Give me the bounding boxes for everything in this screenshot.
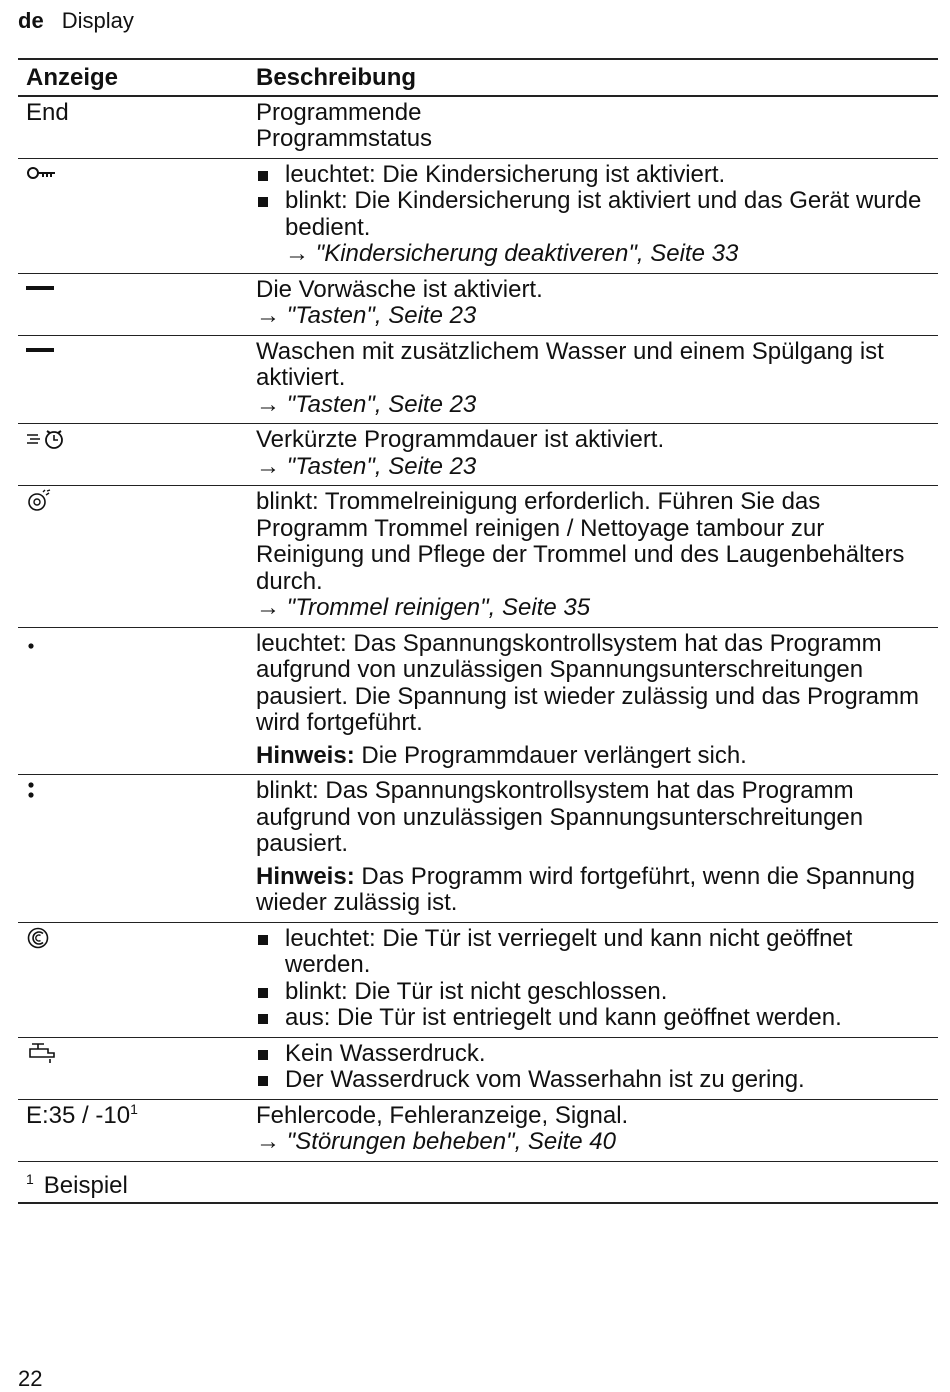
display-label <box>18 1099 248 1161</box>
footnote <box>18 1161 938 1203</box>
description-cell <box>248 96 938 159</box>
description-text: blinkt: Trommelreinigung erforderlich. Führen Sie das Programm Trommel reinigen / Nettoyage tambour zur Reinigung und Pflege der Trommel und des Laugenbehälters durch. <box>256 488 905 595</box>
footnote-text: Beispiel <box>43 1171 128 1199</box>
description-text: blinkt: Das Spannungskontrollsystem hat das Programm aufgrund von unzulässigen Spannungsunterschreitungen pausiert. <box>256 777 864 857</box>
description-cell <box>248 627 938 775</box>
bullet-item: Kein Wasserdruck. <box>256 1041 930 1068</box>
bullet-item: Der Wasserdruck vom Wasserhahn ist zu gering. <box>256 1067 930 1094</box>
drum-clean-icon <box>26 489 54 520</box>
bullet-item: leuchtet: Die Tür ist verriegelt und kann nicht geöffnet werden. <box>256 926 930 979</box>
display-table <box>18 58 938 1204</box>
bullet-item: blinkt: Die Kindersicherung ist aktiviert und das Gerät wurde bedient. <box>256 188 930 241</box>
bullet-item: leuchtet: Die Kindersicherung ist aktiviert. <box>256 162 930 189</box>
description-cell <box>248 922 938 1037</box>
bullet-item: blinkt: Die Tür ist nicht geschlossen. <box>256 979 930 1006</box>
description-cell <box>248 1099 938 1161</box>
description-cell <box>248 1037 938 1099</box>
bar-icon <box>26 339 56 366</box>
table-row <box>18 96 938 159</box>
display-label: End <box>18 96 248 159</box>
language-tag: de <box>18 8 44 33</box>
page-reference: → "Trommel reinigen", Seite 35 <box>256 594 590 621</box>
error-code-label: E:35 / -10 <box>26 1101 131 1129</box>
description-text: leuchtet: Das Spannungskontrollsystem hat das Programm aufgrund von unzulässigen Spannungsunterschreitungen pausiert. Die Spannung ist wieder zulässig und das Programm wird fortgeführt. <box>256 629 920 736</box>
page-reference: → "Tasten", Seite 23 <box>256 391 476 418</box>
description-line: Programmende <box>256 98 422 126</box>
table-row <box>18 1099 938 1161</box>
table-row <box>18 775 938 923</box>
table-row <box>18 273 938 335</box>
note-label: Hinweis: <box>256 862 355 890</box>
table-row <box>18 1037 938 1099</box>
column-header-beschreibung: Beschreibung <box>248 59 938 96</box>
table-row <box>18 627 938 775</box>
note <box>256 864 930 917</box>
table-row <box>18 922 938 1037</box>
note-label: Hinweis: <box>256 741 355 769</box>
page-reference: → "Tasten", Seite 23 <box>256 302 476 329</box>
page-reference: → "Kindersicherung deaktiveren", Seite 33 <box>285 240 738 267</box>
table-row <box>18 158 938 273</box>
table-row <box>18 335 938 424</box>
description-cell <box>248 158 938 273</box>
page-reference: → "Störungen beheben", Seite 40 <box>256 1128 616 1155</box>
description-text: Fehlercode, Fehleranzeige, Signal. <box>256 1101 629 1129</box>
page-number: 22 <box>18 1366 43 1391</box>
footnote-marker: 1 <box>130 1100 138 1117</box>
page-header <box>18 8 134 34</box>
description-cell <box>248 273 938 335</box>
tap-icon <box>26 1041 56 1072</box>
bar-icon <box>26 277 56 304</box>
description-cell <box>248 424 938 486</box>
column-header-anzeige: Anzeige <box>18 59 248 96</box>
description-text: Verkürzte Programmdauer ist aktiviert. <box>256 426 665 453</box>
bullet-item: aus: Die Tür ist entriegelt und kann geöffnet werden. <box>256 1005 930 1032</box>
note-text: Das Programm wird fortgeführt, wenn die Spannung wieder zulässig ist. <box>256 862 915 916</box>
description-line: Programmstatus <box>256 125 433 152</box>
footnote-row <box>18 1161 938 1203</box>
description-text: Waschen mit zusätzlichem Wasser und einem Spülgang ist aktiviert. <box>256 337 884 391</box>
description-cell <box>248 775 938 923</box>
key-icon <box>26 162 58 189</box>
table-row <box>18 486 938 628</box>
table-row <box>18 424 938 486</box>
dot-icon <box>26 631 38 662</box>
note <box>256 743 930 770</box>
description-cell <box>248 335 938 424</box>
footnote-number: 1 <box>26 1170 34 1187</box>
colon-icon <box>26 778 38 809</box>
description-cell <box>248 486 938 628</box>
note-text: Die Programmdauer verlängert sich. <box>354 741 747 769</box>
page-reference: → "Tasten", Seite 23 <box>256 453 476 480</box>
description-text: Die Vorwäsche ist aktiviert. <box>256 275 543 303</box>
table-header-row <box>18 59 938 96</box>
fast-clock-icon <box>26 427 72 458</box>
door-lock-icon <box>26 926 52 957</box>
section-title: Display <box>61 8 134 33</box>
